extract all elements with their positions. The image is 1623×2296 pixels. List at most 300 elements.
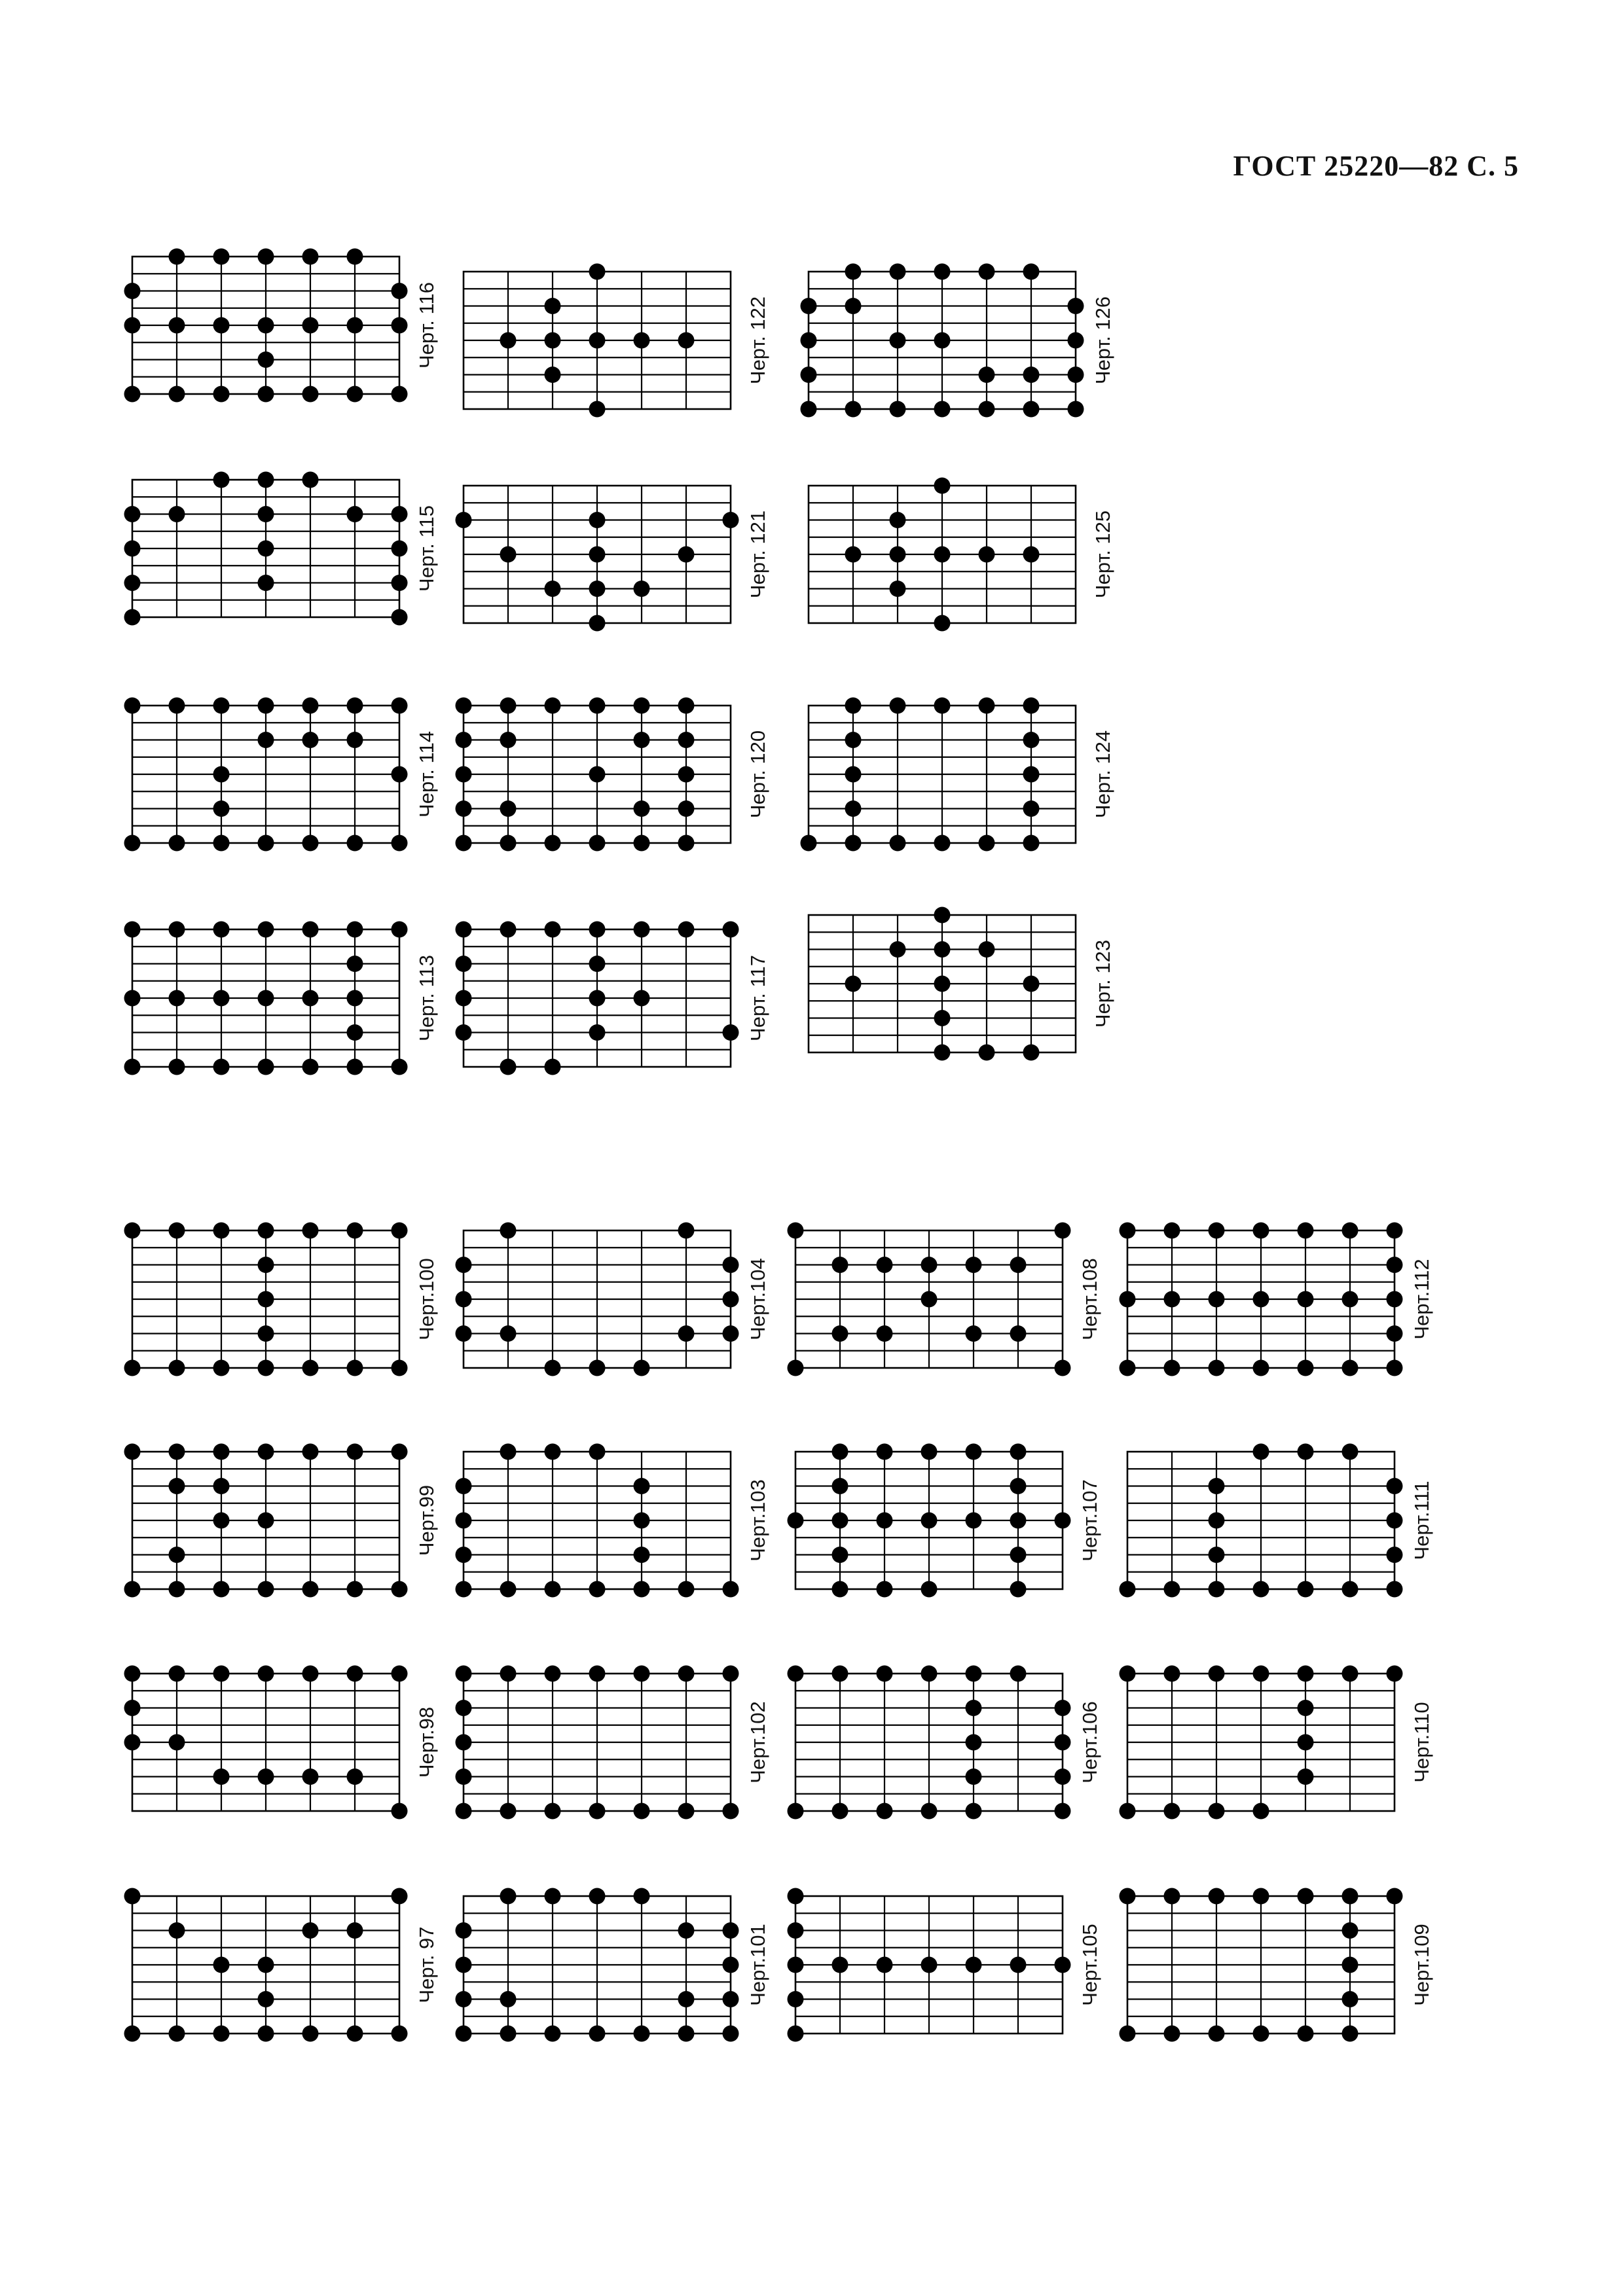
hole-dot bbox=[456, 1803, 472, 1820]
hole-dot bbox=[500, 1991, 517, 2007]
hole-dot bbox=[545, 298, 561, 314]
hole-dot bbox=[500, 1059, 517, 1075]
hole-dot bbox=[213, 698, 230, 714]
hole-dot bbox=[347, 1581, 363, 1598]
hole-dot bbox=[934, 976, 951, 992]
figure-label: Черт.104 bbox=[746, 1258, 770, 1340]
hole-dot bbox=[169, 249, 185, 265]
hole-dot bbox=[258, 1325, 274, 1342]
hole-dot bbox=[500, 1803, 517, 1820]
hole-dot bbox=[934, 401, 951, 418]
hole-dot bbox=[347, 386, 363, 403]
hole-dot bbox=[392, 575, 408, 591]
hole-dot bbox=[788, 1957, 804, 1973]
hole-dot bbox=[589, 1360, 606, 1376]
hole-dot bbox=[456, 1024, 472, 1041]
hole-dot bbox=[258, 351, 274, 368]
hole-dot bbox=[678, 698, 695, 714]
hole-dot bbox=[832, 1666, 848, 1682]
hole-dot bbox=[634, 732, 650, 748]
hole-dot bbox=[1164, 1888, 1180, 1905]
hole-dot bbox=[634, 1513, 650, 1529]
hole-dot bbox=[213, 1666, 230, 1682]
hole-dot bbox=[213, 922, 230, 938]
hole-dot bbox=[1387, 1325, 1403, 1342]
hole-dot bbox=[258, 575, 274, 591]
hole-dot bbox=[788, 1888, 804, 1905]
hole-dot bbox=[456, 1478, 472, 1494]
hole-dot bbox=[1164, 1666, 1180, 1682]
hole-dot bbox=[500, 800, 517, 817]
hole-dot bbox=[1209, 1223, 1225, 1239]
hole-dot bbox=[124, 541, 141, 557]
hole-dot bbox=[979, 367, 995, 383]
hole-dot bbox=[456, 922, 472, 938]
hole-dot bbox=[392, 2026, 408, 2042]
figure-label: Черт.112 bbox=[1410, 1259, 1434, 1340]
hole-dot bbox=[456, 1922, 472, 1939]
figure-112 bbox=[1120, 1223, 1434, 1376]
hole-dot bbox=[921, 1291, 938, 1308]
hole-dot bbox=[801, 835, 817, 852]
hole-dot bbox=[678, 1325, 695, 1342]
hole-dot bbox=[589, 1444, 606, 1460]
hole-dot bbox=[169, 1734, 185, 1751]
hole-dot bbox=[1253, 2026, 1269, 2042]
hole-dot bbox=[832, 1803, 848, 1820]
hole-dot bbox=[966, 1700, 982, 1716]
hole-dot bbox=[890, 332, 906, 349]
hole-dot bbox=[456, 1581, 472, 1598]
figure-label: Черт.111 bbox=[1410, 1480, 1434, 1560]
hole-dot bbox=[392, 922, 408, 938]
hole-dot bbox=[258, 1257, 274, 1273]
hole-dot bbox=[723, 1581, 739, 1598]
hole-dot bbox=[589, 264, 606, 280]
hole-dot bbox=[845, 698, 862, 714]
hole-dot bbox=[169, 1059, 185, 1075]
hole-dot bbox=[1298, 1360, 1314, 1376]
hole-dot bbox=[966, 1325, 982, 1342]
hole-dot bbox=[934, 1045, 951, 1061]
hole-dot bbox=[500, 1581, 517, 1598]
hole-dot bbox=[1298, 1581, 1314, 1598]
hole-dot bbox=[1298, 1888, 1314, 1905]
hole-dot bbox=[1120, 1291, 1136, 1308]
hole-dot bbox=[500, 732, 517, 748]
hole-dot bbox=[1209, 1888, 1225, 1905]
hole-dot bbox=[213, 766, 230, 783]
figure-label: Черт. 122 bbox=[746, 296, 770, 385]
figure-label: Черт.110 bbox=[1410, 1702, 1434, 1783]
hole-dot bbox=[302, 698, 319, 714]
hole-dot bbox=[347, 956, 363, 972]
hole-dot bbox=[124, 1223, 141, 1239]
hole-dot bbox=[1010, 1581, 1027, 1598]
hole-dot bbox=[1120, 1581, 1136, 1598]
hole-dot bbox=[456, 956, 472, 972]
hole-dot bbox=[1023, 401, 1040, 418]
hole-dot bbox=[979, 941, 995, 958]
hole-dot bbox=[1120, 1803, 1136, 1820]
hole-dot bbox=[302, 1444, 319, 1460]
hole-dot bbox=[890, 264, 906, 280]
hole-dot bbox=[589, 512, 606, 528]
hole-dot bbox=[1387, 1257, 1403, 1273]
hole-dot bbox=[392, 1581, 408, 1598]
hole-dot bbox=[169, 506, 185, 522]
figure-98 bbox=[124, 1666, 439, 1820]
hole-dot bbox=[456, 1547, 472, 1563]
hole-dot bbox=[788, 1513, 804, 1529]
hole-dot bbox=[1120, 2026, 1136, 2042]
hole-dot bbox=[832, 1444, 848, 1460]
hole-dot bbox=[500, 1223, 517, 1239]
hole-dot bbox=[966, 1257, 982, 1273]
figure-121 bbox=[456, 486, 770, 632]
hole-dot bbox=[589, 1803, 606, 1820]
hole-dot bbox=[1342, 1581, 1359, 1598]
hole-dot bbox=[678, 1581, 695, 1598]
hole-dot bbox=[500, 1444, 517, 1460]
figure-label: Черт. 113 bbox=[415, 955, 439, 1041]
hole-dot bbox=[1068, 298, 1084, 314]
hole-dot bbox=[678, 547, 695, 563]
hole-dot bbox=[1164, 1360, 1180, 1376]
hole-dot bbox=[500, 2026, 517, 2042]
hole-dot bbox=[258, 1768, 274, 1785]
hole-dot bbox=[545, 1360, 561, 1376]
hole-dot bbox=[1209, 1291, 1225, 1308]
hole-dot bbox=[302, 386, 319, 403]
hole-dot bbox=[788, 1922, 804, 1939]
hole-dot bbox=[934, 941, 951, 958]
hole-dot bbox=[1055, 1700, 1071, 1716]
hole-dot bbox=[213, 1360, 230, 1376]
hole-dot bbox=[302, 2026, 319, 2042]
hole-dot bbox=[1068, 332, 1084, 349]
hole-dot bbox=[1387, 1581, 1403, 1598]
hole-dot bbox=[589, 766, 606, 783]
hole-dot bbox=[1342, 1223, 1359, 1239]
hole-dot bbox=[213, 1581, 230, 1598]
hole-dot bbox=[788, 2026, 804, 2042]
hole-dot bbox=[634, 2026, 650, 2042]
hole-dot bbox=[124, 609, 141, 626]
hole-dot bbox=[678, 800, 695, 817]
hole-dot bbox=[258, 835, 274, 852]
hole-dot bbox=[921, 1513, 938, 1529]
hole-dot bbox=[302, 249, 319, 265]
hole-dot bbox=[1209, 1360, 1225, 1376]
figure-122 bbox=[464, 264, 769, 418]
figure-115 bbox=[124, 472, 439, 626]
hole-dot bbox=[169, 1547, 185, 1563]
hole-dot bbox=[788, 1991, 804, 2007]
hole-dot bbox=[1342, 1922, 1359, 1939]
hole-dot bbox=[456, 512, 472, 528]
hole-dot bbox=[1010, 1478, 1027, 1494]
hole-dot bbox=[169, 1581, 185, 1598]
hole-dot bbox=[1010, 1513, 1027, 1529]
hole-dot bbox=[302, 1768, 319, 1785]
page-header: ГОСТ 25220—82 С. 5 bbox=[1233, 150, 1519, 182]
hole-dot bbox=[347, 249, 363, 265]
hole-dot bbox=[723, 2026, 739, 2042]
figure-109 bbox=[1120, 1888, 1434, 2042]
hole-dot bbox=[1055, 1513, 1071, 1529]
hole-dot bbox=[934, 835, 951, 852]
hole-dot bbox=[890, 835, 906, 852]
hole-dot bbox=[392, 766, 408, 783]
hole-dot bbox=[1023, 766, 1040, 783]
hole-dot bbox=[124, 1059, 141, 1075]
figure-125 bbox=[809, 478, 1114, 632]
hole-dot bbox=[678, 835, 695, 852]
hole-dot bbox=[921, 1257, 938, 1273]
hole-dot bbox=[877, 1957, 893, 1973]
hole-dot bbox=[545, 332, 561, 349]
hole-dot bbox=[845, 547, 862, 563]
hole-dot bbox=[966, 1444, 982, 1460]
hole-dot bbox=[832, 1257, 848, 1273]
hole-dot bbox=[1023, 976, 1040, 992]
figure-label: Черт.98 bbox=[415, 1706, 439, 1778]
hole-dot bbox=[966, 1957, 982, 1973]
figure-label: Черт.101 bbox=[746, 1924, 770, 2006]
hole-dot bbox=[392, 609, 408, 626]
hole-dot bbox=[124, 1444, 141, 1460]
hole-dot bbox=[966, 1803, 982, 1820]
hole-dot bbox=[1387, 1291, 1403, 1308]
hole-dot bbox=[258, 1957, 274, 1973]
hole-dot bbox=[589, 1888, 606, 1905]
hole-dot bbox=[347, 2026, 363, 2042]
figure-label: Черт.102 bbox=[746, 1701, 770, 1784]
figure-99 bbox=[124, 1444, 439, 1598]
hole-dot bbox=[169, 1478, 185, 1494]
hole-dot bbox=[589, 835, 606, 852]
hole-dot bbox=[302, 1223, 319, 1239]
hole-dot bbox=[124, 1666, 141, 1682]
figure-97 bbox=[124, 1888, 439, 2042]
hole-dot bbox=[979, 547, 995, 563]
hole-dot bbox=[347, 317, 363, 334]
hole-dot bbox=[456, 2026, 472, 2042]
hole-dot bbox=[302, 1059, 319, 1075]
hole-dot bbox=[347, 990, 363, 1007]
hole-dot bbox=[213, 1059, 230, 1075]
hole-dot bbox=[258, 922, 274, 938]
hole-dot bbox=[589, 990, 606, 1007]
hole-dot bbox=[347, 922, 363, 938]
hole-dot bbox=[392, 1888, 408, 1905]
hole-dot bbox=[124, 575, 141, 591]
hole-dot bbox=[392, 1223, 408, 1239]
hole-dot bbox=[258, 1581, 274, 1598]
hole-dot bbox=[500, 922, 517, 938]
hole-dot bbox=[1209, 2026, 1225, 2042]
hole-dot bbox=[213, 472, 230, 488]
hole-dot bbox=[1342, 1991, 1359, 2007]
hole-dot bbox=[589, 2026, 606, 2042]
hole-dot bbox=[1387, 1547, 1403, 1563]
hole-dot bbox=[347, 1024, 363, 1041]
hole-dot bbox=[934, 615, 951, 632]
hole-dot bbox=[723, 1024, 739, 1041]
hole-dot bbox=[456, 1957, 472, 1973]
hole-dot bbox=[801, 298, 817, 314]
hole-dot bbox=[934, 547, 951, 563]
hole-dot bbox=[1342, 1444, 1359, 1460]
figure-label: Черт. 124 bbox=[1091, 730, 1115, 819]
hole-dot bbox=[589, 1581, 606, 1598]
hole-dot bbox=[723, 1291, 739, 1308]
hole-dot bbox=[545, 1888, 561, 1905]
hole-dot bbox=[1023, 800, 1040, 817]
hole-dot bbox=[979, 698, 995, 714]
hole-dot bbox=[934, 332, 951, 349]
hole-dot bbox=[1023, 547, 1040, 563]
hole-dot bbox=[302, 1581, 319, 1598]
hole-dot bbox=[124, 1360, 141, 1376]
hole-dot bbox=[456, 800, 472, 817]
hole-dot bbox=[678, 922, 695, 938]
hole-dot bbox=[832, 1581, 848, 1598]
hole-dot bbox=[788, 1803, 804, 1820]
hole-dot bbox=[169, 1360, 185, 1376]
hole-dot bbox=[545, 367, 561, 383]
hole-dot bbox=[124, 2026, 141, 2042]
hole-dot bbox=[213, 249, 230, 265]
hole-dot bbox=[1010, 1325, 1027, 1342]
figure-120 bbox=[456, 698, 770, 852]
hole-dot bbox=[890, 401, 906, 418]
hole-dot bbox=[392, 1803, 408, 1820]
hole-dot bbox=[213, 990, 230, 1007]
hole-dot bbox=[890, 512, 906, 528]
hole-dot bbox=[921, 1666, 938, 1682]
hole-dot bbox=[213, 1444, 230, 1460]
hole-dot bbox=[723, 922, 739, 938]
hole-dot bbox=[589, 581, 606, 597]
hole-dot bbox=[877, 1581, 893, 1598]
hole-dot bbox=[1068, 367, 1084, 383]
hole-dot bbox=[1342, 1360, 1359, 1376]
hole-dot bbox=[258, 506, 274, 522]
hole-dot bbox=[545, 835, 561, 852]
hole-dot bbox=[500, 547, 517, 563]
hole-dot bbox=[124, 1700, 141, 1716]
hole-dot bbox=[934, 698, 951, 714]
hole-dot bbox=[832, 1547, 848, 1563]
hole-dot bbox=[347, 1768, 363, 1785]
hole-dot bbox=[258, 1059, 274, 1075]
hole-dot bbox=[545, 1803, 561, 1820]
hole-dot bbox=[456, 732, 472, 748]
hole-dot bbox=[1298, 1291, 1314, 1308]
hole-dot bbox=[877, 1513, 893, 1529]
hole-dot bbox=[589, 922, 606, 938]
hole-dot bbox=[832, 1957, 848, 1973]
hole-dot bbox=[678, 1922, 695, 1939]
hole-dot bbox=[169, 990, 185, 1007]
hole-dot bbox=[589, 698, 606, 714]
hole-dot bbox=[213, 2026, 230, 2042]
hole-dot bbox=[1209, 1478, 1225, 1494]
hole-dot bbox=[258, 249, 274, 265]
hole-dot bbox=[1120, 1360, 1136, 1376]
hole-dot bbox=[634, 1547, 650, 1563]
hole-dot bbox=[723, 1325, 739, 1342]
hole-dot bbox=[124, 990, 141, 1007]
hole-dot bbox=[634, 1888, 650, 1905]
hole-dot bbox=[1164, 2026, 1180, 2042]
hole-dot bbox=[979, 1045, 995, 1061]
hole-dot bbox=[347, 835, 363, 852]
hole-dot bbox=[634, 581, 650, 597]
hole-dot bbox=[258, 386, 274, 403]
hole-dot bbox=[347, 1922, 363, 1939]
hole-dot bbox=[456, 766, 472, 783]
hole-dot bbox=[832, 1513, 848, 1529]
hole-dot bbox=[1120, 1223, 1136, 1239]
hole-dot bbox=[1342, 2026, 1359, 2042]
hole-dot bbox=[877, 1803, 893, 1820]
hole-dot bbox=[1023, 1045, 1040, 1061]
figure-105 bbox=[788, 1888, 1102, 2042]
hole-dot bbox=[1055, 1360, 1071, 1376]
hole-dot bbox=[979, 835, 995, 852]
hole-dot bbox=[392, 1444, 408, 1460]
hole-dot bbox=[678, 1991, 695, 2007]
hole-dot bbox=[1209, 1803, 1225, 1820]
hole-dot bbox=[1298, 1734, 1314, 1751]
hole-dot bbox=[302, 1922, 319, 1939]
hole-dot bbox=[456, 698, 472, 714]
hole-dot bbox=[456, 1257, 472, 1273]
hole-dot bbox=[456, 1700, 472, 1716]
hole-dot bbox=[258, 1223, 274, 1239]
hole-dot bbox=[213, 1957, 230, 1973]
hole-dot bbox=[258, 732, 274, 748]
hole-dot bbox=[213, 1513, 230, 1529]
hole-dot bbox=[1209, 1581, 1225, 1598]
hole-dot bbox=[877, 1325, 893, 1342]
hole-dot bbox=[392, 506, 408, 522]
hole-dot bbox=[258, 541, 274, 557]
hole-dot bbox=[500, 835, 517, 852]
hole-dot bbox=[1023, 698, 1040, 714]
hole-dot bbox=[1010, 1957, 1027, 1973]
hole-dot bbox=[213, 1223, 230, 1239]
hole-dot bbox=[589, 401, 606, 418]
figure-label: Черт.105 bbox=[1078, 1924, 1102, 2006]
hole-dot bbox=[258, 1513, 274, 1529]
hole-dot bbox=[1164, 1223, 1180, 1239]
hole-dot bbox=[169, 2026, 185, 2042]
hole-dot bbox=[258, 1444, 274, 1460]
hole-dot bbox=[1253, 1444, 1269, 1460]
hole-dot bbox=[634, 332, 650, 349]
hole-dot bbox=[934, 264, 951, 280]
hole-dot bbox=[801, 401, 817, 418]
hole-dot bbox=[589, 1666, 606, 1682]
hole-dot bbox=[1387, 1223, 1403, 1239]
figure-label: Черт. 120 bbox=[746, 730, 770, 819]
hole-dot bbox=[845, 800, 862, 817]
hole-dot bbox=[1164, 1581, 1180, 1598]
